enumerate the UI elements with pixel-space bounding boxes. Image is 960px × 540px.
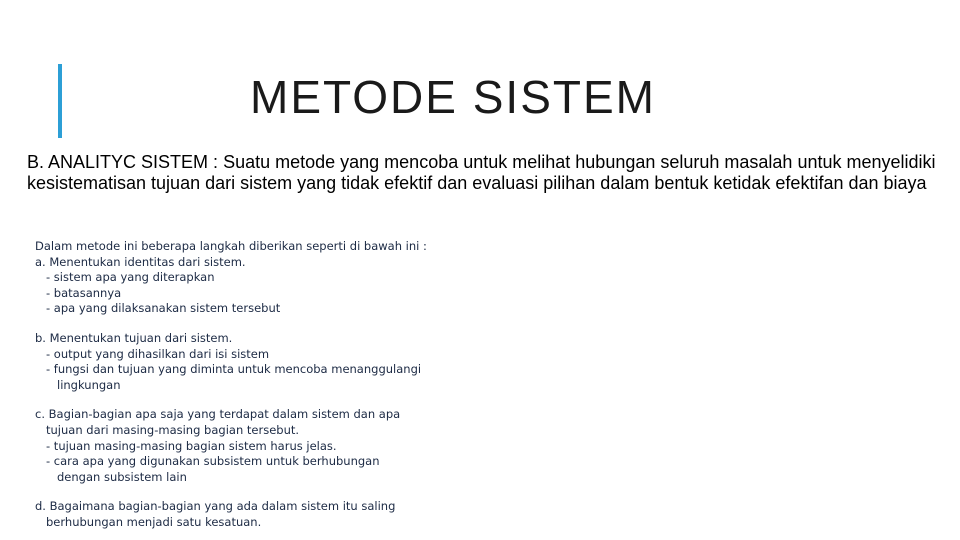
- spacer: [35, 393, 435, 407]
- step-a-item: - sistem apa yang diterapkan: [46, 270, 215, 285]
- step-a-title: a. Menentukan identitas dari sistem.: [35, 254, 246, 269]
- step-c-item: - cara apa yang digunakan subsistem untuk berhubungan: [46, 454, 380, 469]
- intro-text: Suatu metode yang mencoba untuk melihat hubungan seluruh masalah untuk menyelidiki kesistematisan tujuan dari sistem yang tidak efektif dan evaluasi pilihan dalam bentuk ketidak efektifan dan biaya: [27, 152, 936, 193]
- step-b-item: - output yang dihasilkan dari isi sistem: [46, 346, 270, 361]
- step-a-item: - apa yang dilaksanakan sistem tersebut: [46, 301, 281, 316]
- slide-title: METODE SISTEM: [250, 71, 656, 123]
- step-d-title: d. Bagaimana bagian-bagian yang ada dalam sistem itu saling: [35, 499, 396, 514]
- step-c-title-cont: tujuan dari masing-masing bagian tersebut.: [46, 422, 300, 437]
- step-c-item: - tujuan masing-masing bagian sistem harus jelas.: [46, 438, 337, 453]
- steps-heading: Dalam metode ini beberapa langkah diberikan seperti di bawah ini :: [35, 239, 427, 253]
- step-c-title: c. Bagian-bagian apa saja yang terdapat dalam sistem dan apa: [35, 407, 401, 422]
- step-b-item: lingkungan: [57, 377, 121, 392]
- title-accent-bar: [58, 64, 62, 138]
- step-c-item: dengan subsistem lain: [57, 469, 187, 484]
- spacer: [35, 317, 435, 331]
- spacer: [35, 485, 435, 499]
- step-a-item: - batasannya: [46, 285, 122, 300]
- steps-image-text: [35, 239, 435, 531]
- step-b-item: - fungsi dan tujuan yang diminta untuk mencoba menanggulangi: [46, 362, 422, 377]
- step-d-title-cont: berhubungan menjadi satu kesatuan.: [46, 514, 262, 529]
- intro-paragraph: [27, 152, 937, 194]
- intro-label: B. ANALITYC SISTEM :: [27, 152, 219, 172]
- step-b-title: b. Menentukan tujuan dari sistem.: [35, 330, 233, 345]
